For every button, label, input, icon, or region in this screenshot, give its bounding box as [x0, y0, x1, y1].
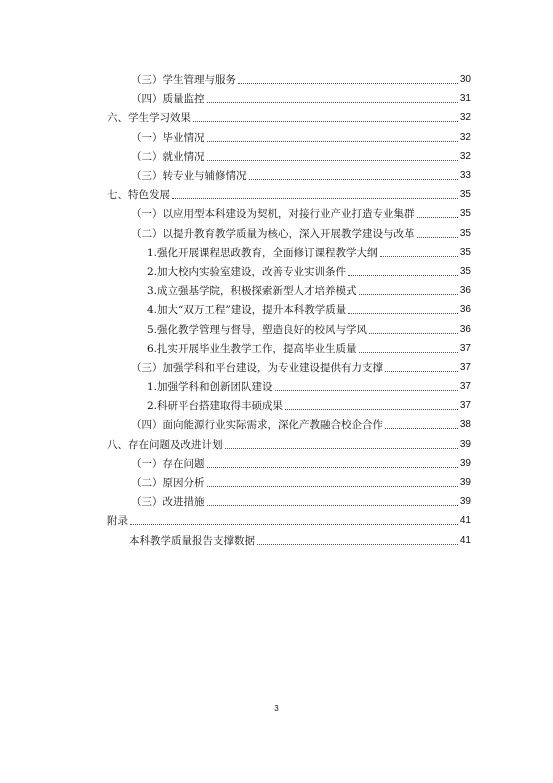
dot-leader — [359, 352, 458, 353]
toc-entry-page: 32 — [459, 131, 471, 143]
dot-leader — [385, 428, 458, 429]
toc-entry-page: 41 — [459, 534, 471, 546]
toc-entry[interactable] — [107, 128, 471, 147]
dot-leader — [130, 524, 458, 525]
dot-leader — [417, 217, 458, 218]
toc-entry-title: 本科教学质量报告支撑数据 — [129, 534, 255, 547]
toc-entry-page: 39 — [459, 477, 471, 489]
toc-entry[interactable] — [107, 262, 471, 281]
toc-entry-page: 35 — [459, 208, 471, 220]
toc-entry-page: 37 — [459, 381, 471, 393]
toc-entry[interactable] — [107, 377, 471, 396]
table-of-contents — [107, 70, 471, 550]
toc-entry-title: （二）以提升教育教学质量为核心，深入开展教学建设与改革 — [131, 227, 415, 240]
toc-entry-page: 38 — [459, 419, 471, 431]
toc-entry-title: 6.扎实开展毕业生教学工作，提高毕业生质量 — [147, 342, 357, 355]
toc-entry-page: 35 — [459, 227, 471, 239]
dot-leader — [207, 102, 458, 103]
toc-entry[interactable] — [107, 358, 471, 377]
toc-entry-title: 七、特色发展 — [107, 189, 170, 202]
toc-entry[interactable] — [107, 492, 471, 511]
toc-entry-title: （一）存在问题 — [131, 457, 205, 470]
dot-leader — [207, 467, 458, 468]
toc-entry-title: 3.成立强基学院，积极探索新型人才培养模式 — [147, 285, 357, 298]
dot-leader — [369, 333, 458, 334]
toc-entry[interactable] — [107, 166, 471, 185]
dot-leader — [207, 505, 458, 506]
toc-entry-title: （三）转专业与辅修情况 — [131, 170, 247, 183]
toc-entry-page: 36 — [459, 285, 471, 297]
dot-leader — [380, 256, 458, 257]
dot-leader — [285, 409, 458, 410]
toc-entry[interactable] — [107, 147, 471, 166]
toc-entry-title: （四）面向能源行业实际需求，深化产教融合校企合作 — [131, 419, 383, 432]
toc-entry[interactable] — [107, 89, 471, 108]
toc-entry-page: 37 — [459, 400, 471, 412]
toc-entry-title: 1.加强学科和创新团队建设 — [147, 381, 273, 394]
toc-entry-title: 六、学生学习效果 — [107, 112, 191, 125]
dot-leader — [238, 83, 458, 84]
toc-entry[interactable] — [107, 511, 471, 530]
toc-entry-title: （三）改进措施 — [131, 496, 205, 509]
toc-entry-title: 4.加大“双万工程”建设，提升本科教学质量 — [147, 304, 347, 317]
toc-entry-page: 37 — [459, 342, 471, 354]
toc-entry-title: （四）质量监控 — [131, 93, 205, 106]
toc-entry-page: 35 — [459, 189, 471, 201]
dot-leader — [359, 294, 458, 295]
dot-leader — [385, 371, 458, 372]
toc-entry-title: （二）原因分析 — [131, 477, 205, 490]
toc-entry[interactable] — [107, 396, 471, 415]
toc-entry-page: 39 — [459, 438, 471, 450]
toc-entry-title: （二）就业情况 — [131, 150, 205, 163]
toc-entry-title: （一）以应用型本科建设为契机，对接行业产业打造专业集群 — [131, 208, 415, 221]
toc-entry[interactable] — [107, 415, 471, 434]
toc-entry-page: 33 — [459, 170, 471, 182]
dot-leader — [207, 141, 458, 142]
toc-entry[interactable] — [107, 108, 471, 127]
toc-entry-page: 36 — [459, 304, 471, 316]
toc-entry[interactable] — [107, 281, 471, 300]
toc-entry-page: 32 — [459, 150, 471, 162]
toc-entry-title: 5.强化教学管理与督导，塑造良好的校风与学风 — [147, 323, 368, 336]
dot-leader — [348, 275, 458, 276]
toc-entry-page: 35 — [459, 246, 471, 258]
toc-entry-title: （一）毕业情况 — [131, 131, 205, 144]
toc-entry-title: （三）学生管理与服务 — [131, 74, 236, 87]
dot-leader — [249, 179, 458, 180]
toc-entry-title: 2.加大校内实验室建设，改善专业实训条件 — [147, 265, 347, 278]
toc-entry-title: （三）加强学科和平台建设，为专业建设提供有力支撑 — [131, 361, 383, 374]
toc-entry[interactable] — [107, 531, 471, 550]
toc-entry-page: 32 — [459, 112, 471, 124]
toc-entry-title: 附录 — [107, 515, 128, 528]
toc-entry[interactable] — [107, 339, 471, 358]
dot-leader — [207, 486, 458, 487]
dot-leader — [257, 544, 458, 545]
toc-entry-page: 37 — [459, 361, 471, 373]
dot-leader — [348, 313, 458, 314]
dot-leader — [225, 448, 458, 449]
toc-entry-title: 1.强化开展课程思政教育，全面修订课程教学大纲 — [147, 246, 378, 259]
page-number: 3 — [274, 704, 279, 713]
dot-leader — [417, 237, 458, 238]
toc-entry-page: 35 — [459, 265, 471, 277]
toc-entry-page: 30 — [459, 74, 471, 86]
toc-entry[interactable] — [107, 185, 471, 204]
toc-entry[interactable] — [107, 473, 471, 492]
toc-entry[interactable] — [107, 435, 471, 454]
toc-entry-page: 36 — [459, 323, 471, 335]
toc-entry[interactable] — [107, 204, 471, 223]
toc-entry-page: 31 — [459, 93, 471, 105]
toc-entry-title: 2.科研平台搭建取得丰硕成果 — [147, 400, 284, 413]
toc-entry-page: 41 — [459, 515, 471, 527]
toc-entry[interactable] — [107, 300, 471, 319]
toc-entry[interactable] — [107, 70, 471, 89]
dot-leader — [207, 160, 458, 161]
dot-leader — [275, 390, 458, 391]
dot-leader — [172, 198, 458, 199]
toc-entry[interactable] — [107, 319, 471, 338]
toc-entry-page: 39 — [459, 457, 471, 469]
toc-entry[interactable] — [107, 454, 471, 473]
toc-entry[interactable] — [107, 243, 471, 262]
dot-leader — [193, 121, 458, 122]
toc-entry-page: 39 — [459, 496, 471, 508]
toc-entry-title: 八、存在问题及改进计划 — [107, 438, 223, 451]
toc-entry[interactable] — [107, 224, 471, 243]
